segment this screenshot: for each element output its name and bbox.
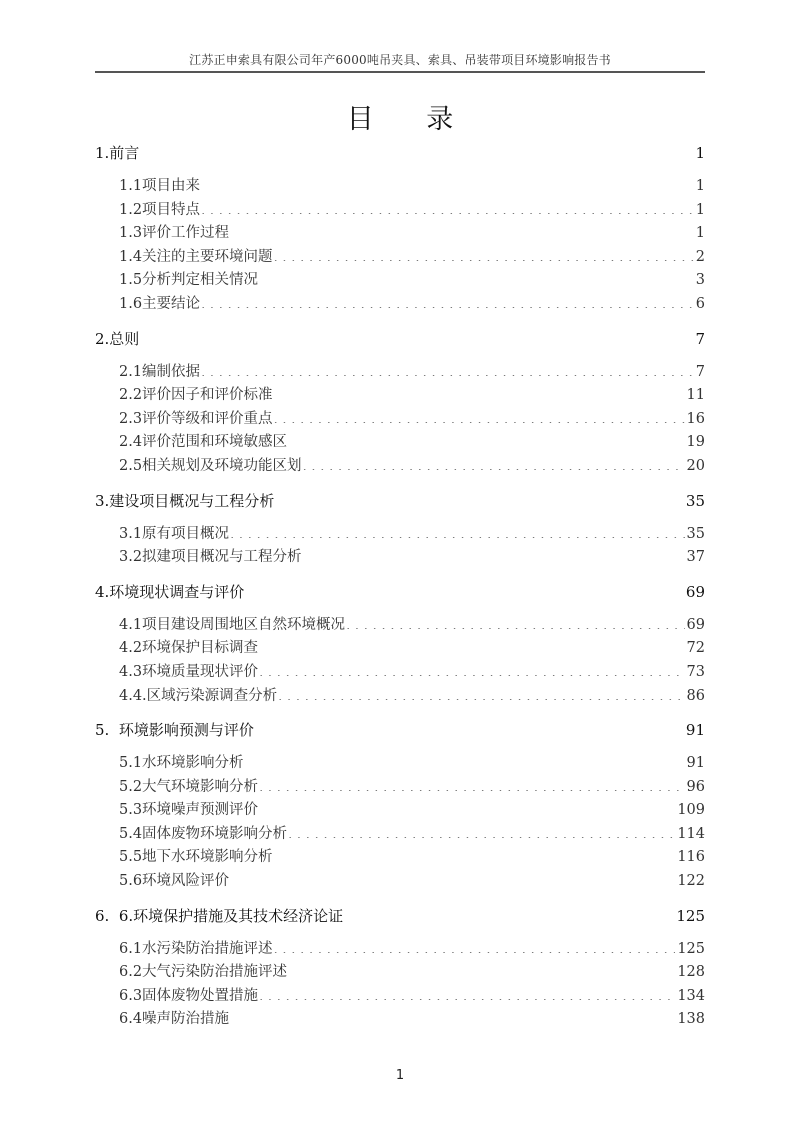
toc-entry-section-1[interactable] [95, 141, 705, 165]
toc-entry-label: 4.环境现状调查与评价 [95, 582, 245, 601]
dot-leader [201, 199, 694, 214]
toc-entry-page: 37 [686, 549, 705, 566]
toc-entry-label: 6. 6.环境保护措施及其技术经济论证 [95, 906, 344, 925]
toc-entry-page: 20 [686, 457, 705, 474]
toc-entry-page: 69 [685, 582, 705, 601]
toc-entry-label: 4.2环境保护目标调查 [119, 640, 259, 657]
toc-entry-page: 19 [686, 434, 705, 451]
dot-leader [259, 985, 675, 1000]
toc-entry-label: 3.1原有项目概况 [119, 525, 230, 542]
dot-leader [255, 720, 684, 735]
dot-leader [259, 661, 684, 676]
toc-entry-5-3[interactable] [95, 799, 705, 823]
toc-entry-page: 7 [695, 329, 705, 348]
dot-leader [274, 246, 694, 261]
toc-entry-2-3[interactable] [95, 408, 705, 432]
toc-entry-label: 6.4噪声防治措施 [119, 1011, 230, 1028]
toc-entry-page: 7 [695, 363, 705, 380]
toc-entry-label: 5. 环境影响预测与评价 [95, 721, 254, 740]
toc-entry-label: 1.6主要结论 [119, 295, 201, 312]
dot-leader [303, 455, 685, 470]
dot-leader [303, 547, 685, 562]
toc-entry-5-1[interactable] [95, 752, 705, 776]
dot-leader [259, 270, 694, 285]
toc-entry-label: 5.2大气环境影响分析 [119, 778, 259, 795]
toc-entry-label: 2.3评价等级和评价重点 [119, 410, 273, 427]
dot-leader [259, 638, 684, 653]
dot-leader [245, 582, 684, 597]
toc-entry-label: 6.2大气污染防治措施评述 [119, 964, 288, 981]
dot-leader [201, 176, 694, 191]
toc-entry-label: 4.3环境质量现状评价 [119, 663, 259, 680]
dot-leader [230, 223, 694, 238]
toc-title: 目 录 [346, 104, 476, 135]
toc-entry-page: 125 [676, 906, 705, 925]
toc-entry-5-2[interactable] [95, 776, 705, 800]
dot-leader [288, 823, 675, 838]
toc-entry-page: 116 [677, 849, 705, 866]
toc-entry-page: 109 [677, 802, 705, 819]
toc-entry-label: 1.5分析判定相关情况 [119, 272, 259, 289]
toc-entry-label: 5.3环境噪声预测评价 [119, 802, 259, 819]
toc-entry-1-3[interactable] [95, 222, 705, 246]
toc-entry-page: 125 [677, 940, 705, 957]
dot-leader [140, 329, 693, 344]
toc-entry-label: 5.4固体废物环境影响分析 [119, 825, 288, 842]
toc-entry-label: 6.1水污染防治措施评述 [119, 940, 273, 957]
toc-entry-section-3[interactable] [95, 489, 705, 513]
toc-entry-label: 1.1项目由来 [119, 178, 201, 194]
dot-leader [230, 871, 675, 886]
dot-leader [275, 491, 684, 506]
dot-leader [274, 938, 676, 953]
toc-entry-label: 3.建设项目概况与工程分析 [95, 491, 275, 510]
running-header [95, 50, 705, 73]
toc-entry-1-6[interactable] [95, 293, 705, 317]
toc-entry-page: 35 [685, 491, 705, 510]
toc-entry-label: 5.1水环境影响分析 [119, 755, 244, 772]
toc-entry-label: 2.2评价因子和评价标准 [119, 387, 273, 404]
dot-leader [288, 432, 684, 447]
dot-leader [274, 847, 676, 862]
toc-entry-page: 122 [677, 873, 705, 890]
toc-entry-label: 1.2项目特点 [119, 201, 201, 218]
toc-entry-1-2[interactable] [95, 199, 705, 223]
toc-entry-page: 1 [695, 201, 705, 218]
toc-entry-page: 138 [677, 1011, 705, 1028]
toc-entry-3-1[interactable] [95, 523, 705, 547]
dot-leader [230, 523, 684, 538]
toc-entry-5-4[interactable] [95, 823, 705, 847]
dot-leader [201, 361, 694, 376]
toc-entry-section-2[interactable] [95, 327, 705, 351]
toc-entry-page: 16 [686, 410, 705, 427]
running-header-title: 江苏正申索具有限公司年产6000吨吊夹具、索具、吊装带项目环境影响报告书 [189, 53, 611, 67]
toc-entry-3-2[interactable] [95, 546, 705, 570]
dot-leader [140, 143, 693, 158]
page-number: 1 [395, 1068, 405, 1083]
toc-entry-page: 35 [686, 525, 705, 542]
toc-entry-2-1[interactable] [95, 361, 705, 385]
toc-entry-label: 6.3固体废物处置措施 [119, 987, 259, 1004]
toc-entry-label: 4.1项目建设周围地区自然环境概况 [119, 616, 346, 633]
toc-entry-4-3[interactable] [95, 661, 705, 685]
toc-entry-page: 1 [695, 225, 705, 242]
toc-entry-page: 11 [686, 387, 705, 404]
toc-entry-page: 73 [686, 663, 705, 680]
toc-entry-label: 2.4评价范围和环境敏感区 [119, 434, 288, 451]
toc-entry-label: 5.5地下水环境影响分析 [119, 849, 273, 866]
toc-entry-label: 2.5相关规划及环境功能区划 [119, 457, 302, 474]
toc-entry-section-6[interactable] [95, 904, 705, 928]
toc-entry-1-1[interactable] [95, 175, 705, 199]
toc-entry-2-5[interactable] [95, 455, 705, 479]
toc-entry-2-2[interactable] [95, 384, 705, 408]
dot-leader [288, 962, 675, 977]
dot-leader [245, 753, 685, 768]
toc-entry-page: 91 [685, 721, 705, 740]
toc-entry-page: 96 [686, 778, 705, 795]
toc-entry-page: 69 [686, 616, 705, 633]
toc-entry-page: 2 [695, 248, 705, 265]
toc-entry-6-1[interactable] [95, 938, 705, 962]
toc-entry-label: 2.1编制依据 [119, 363, 201, 380]
toc-entry-5-5[interactable] [95, 846, 705, 870]
toc-entry-4-2[interactable] [95, 637, 705, 661]
toc-entry-label: 4.4.区域污染源调查分析 [119, 687, 278, 704]
dot-leader [346, 614, 684, 629]
dot-leader [259, 800, 675, 815]
toc-entry-page: 1 [695, 144, 705, 162]
toc-entry-6-3[interactable] [95, 985, 705, 1009]
toc-entry-page: 91 [686, 755, 705, 772]
toc-entry-label: 3.2拟建项目概况与工程分析 [119, 549, 302, 566]
toc-entry-section-5[interactable] [95, 718, 705, 742]
toc-entry-page: 86 [686, 687, 705, 704]
toc-entry-label: 1.3评价工作过程 [119, 225, 230, 242]
toc-entry-page: 128 [677, 964, 705, 981]
toc-entry-label: 1.前言 [95, 144, 140, 162]
dot-leader [230, 1009, 675, 1024]
toc-entry-5-6[interactable] [95, 870, 705, 894]
toc-entry-label: 5.6环境风险评价 [119, 873, 230, 890]
toc-entry-label: 1.4关注的主要环境问题 [119, 248, 273, 265]
toc-entry-1-5[interactable] [95, 269, 705, 293]
toc-entry-page: 114 [677, 825, 705, 842]
toc-entry-page: 134 [677, 987, 705, 1004]
toc-entry-6-2[interactable] [95, 961, 705, 985]
toc-entry-4-1[interactable] [95, 614, 705, 638]
dot-leader [278, 685, 684, 700]
toc-entry-4-4[interactable] [95, 685, 705, 709]
toc-entry-page: 3 [695, 272, 705, 289]
dot-leader [344, 906, 674, 921]
toc-entry-page: 72 [686, 640, 705, 657]
toc-entry-section-4[interactable] [95, 580, 705, 604]
toc-entry-label: 2.总则 [95, 329, 140, 348]
toc-entry-1-4[interactable] [95, 246, 705, 270]
toc-entry-6-4[interactable] [95, 1008, 705, 1032]
dot-leader [274, 385, 685, 400]
table-of-contents [95, 141, 705, 1032]
dot-leader [274, 408, 685, 423]
toc-entry-page: 1 [695, 178, 705, 194]
dot-leader [201, 293, 694, 308]
dot-leader [259, 776, 684, 791]
toc-entry-2-4[interactable] [95, 431, 705, 455]
toc-entry-page: 6 [695, 295, 705, 312]
